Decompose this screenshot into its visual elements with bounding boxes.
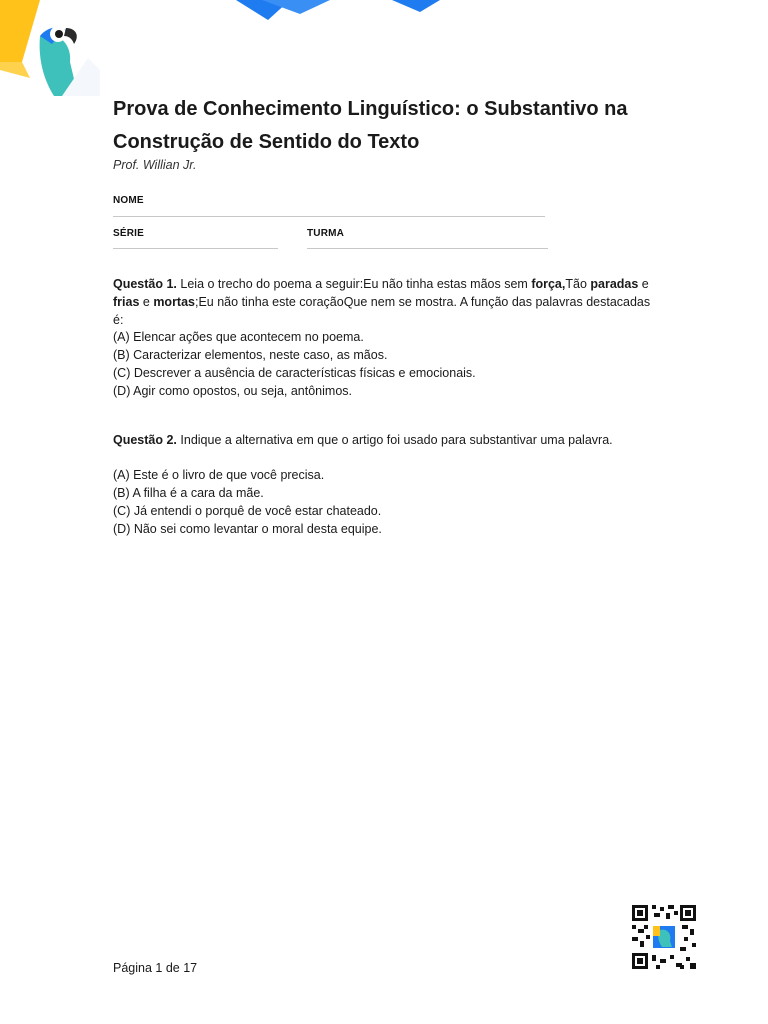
question-2-options [113, 466, 382, 538]
option-b: (B) Caracterizar elementos, neste caso, as mãos. [113, 348, 388, 362]
name-field-line[interactable] [113, 216, 545, 217]
highlighted-word: paradas [590, 277, 639, 291]
option-d: (D) Agir como opostos, ou seja, antônimos. [113, 384, 353, 398]
question-2: Questão 2. Indique a alternativa em que o artigo foi usado para substantivar uma palavra. [113, 433, 613, 447]
option-c: (C) Descrever a ausência de características físicas e emocionais. [113, 366, 476, 380]
page-title: Prova de Conhecimento Linguístico: o Substantivo na Construção de Sentido do Texto [113, 98, 628, 153]
option-a: (A) Elencar ações que acontecem no poema. [113, 330, 364, 344]
grade-field-label: SÉRIE [113, 228, 145, 239]
option-d: (D) Não sei como levantar o moral desta equipe. [113, 522, 382, 536]
question-1: Questão 1. Leia o trecho do poema a seguir:Eu não tinha estas mãos sem força,Tão paradas e frias e mortas;Eu não tinha este coraçãoQue nem se mostra. A função das palavras destacadas é: [113, 277, 651, 327]
author-name: Prof. Willian Jr. [113, 158, 197, 172]
highlighted-word: mortas [153, 295, 195, 309]
page-number: Página 1 de 17 [113, 961, 198, 975]
option-c: (C) Já entendi o porquê de você estar chateado. [113, 504, 382, 518]
parrot-logo-icon [0, 0, 100, 96]
name-field-label: NOME [113, 195, 144, 206]
option-b: (B) A filha é a cara da mãe. [113, 486, 264, 500]
question-number: Questão 1. [113, 277, 177, 291]
option-a: (A) Este é o livro de que você precisa. [113, 468, 325, 482]
header-banner-decoration [0, 0, 768, 40]
grade-field-line[interactable] [113, 248, 278, 249]
highlighted-word: força, [531, 277, 566, 291]
qr-code-icon[interactable] [630, 903, 698, 971]
question-number: Questão 2. [113, 433, 177, 447]
highlighted-word: frias [113, 295, 140, 309]
class-field-label: TURMA [307, 228, 345, 239]
question-1-options [113, 328, 476, 400]
class-field-line[interactable] [307, 248, 548, 249]
